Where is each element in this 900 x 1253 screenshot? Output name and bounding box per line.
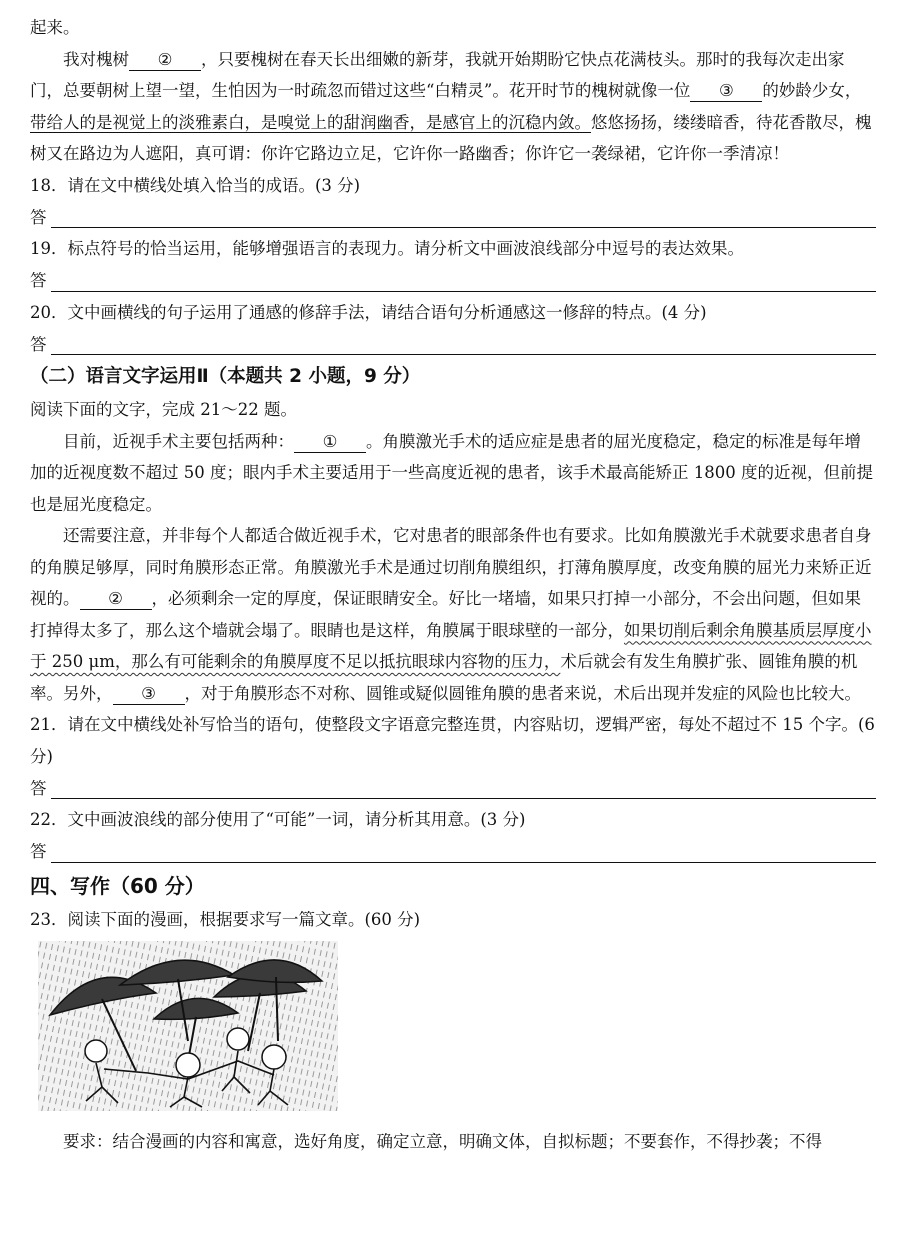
underlined-sentence: 带给人的是视觉上的淡雅素白，是嗅觉上的甜润幽香，是感官上的沉稳内敛。 (30, 112, 591, 132)
section-heading-2: （二）语言文字运用Ⅱ（本题共 2 小题，9 分） (30, 366, 421, 387)
blank-2b[interactable]: ② (80, 589, 152, 610)
passage-paragraph-surgery-2: 还需要注意，并非每个人都适合做近视手术，它对患者的眼部条件也有要求。比如角膜激光手术就要求患者自身的角膜足够厚，同时角膜形态正常。角膜激光手术是通过切削角膜组织，打薄角膜厚度，改变角膜的屈光力来矫正近视的。 ② ，必须剩余一定的厚度，保证眼睛安全。好比一堵墙，如果只打掉一小部分，不会出问题，但如果打掉得太多了，那么这个墙就会塌了。眼睛也是这样，角膜属于眼球壁的一部分，如果切削后剩余角膜基质层厚度小于 250 μm，那么有可能剩余的角膜厚度不足以抵抗眼球内容物的压力，术后就会有发生角膜扩张、圆锥角膜的机率。另外， ③ ，对于角膜形态不对称、圆锥或疑似圆锥角膜的患者来说，术后出现并发症的风险也比较大。 (30, 526, 872, 703)
question-21: 21．请在文中横线处补写恰当的语句，使整段文字语意完整连贯，内容贴切，逻辑严密，每处不超过不 15 个字。(6 分) (30, 715, 875, 766)
blank-2[interactable]: ② (129, 50, 201, 71)
reading-instruction: 阅读下面的文字，完成 21～22 题。 (30, 400, 297, 419)
blank-3b[interactable]: ③ (113, 684, 185, 705)
passage-paragraph-surgery-1: 目前，近视手术主要包括两种： ① 。角膜激光手术的适应症是患者的屈光度稳定，稳定的标准是每年增加的近视度数不超过 50 度；眼内手术主要适用于一些高度近视的患者，该手术最高能矫正 1800 度的近视，但前提也是屈光度稳定。 (30, 431, 873, 514)
question-22: 22．文中画波浪线的部分使用了“可能”一词，请分析其用意。(3 分) (30, 810, 526, 829)
answer-line-21[interactable]: 答 (30, 772, 876, 804)
answer-line-19[interactable]: 答 (30, 265, 876, 297)
answer-line-22[interactable]: 答 (30, 836, 876, 868)
question-18: 18．请在文中横线处填入恰当的成语。(3 分) (30, 175, 361, 195)
question-20: 20．文中画横线的句子运用了通感的修辞手法，请结合语句分析通感这一修辞的特点。(4 分) (30, 302, 707, 322)
section-heading-4: 四、写作（60 分） (30, 873, 205, 898)
question-23: 23．阅读下面的漫画，根据要求写一篇文章。(60 分) (30, 909, 421, 929)
question-19: 19．标点符号的恰当运用，能够增强语言的表现力。请分析文中画波浪线部分中逗号的表达效果。 (30, 239, 744, 258)
blank-1[interactable]: ① (294, 432, 366, 453)
answer-line-18[interactable]: 答 (30, 201, 876, 233)
answer-line-20[interactable]: 答 (30, 328, 876, 360)
blank-3[interactable]: ③ (690, 81, 762, 102)
writing-requirement: 要求：结合漫画的内容和寓意，选好角度，确定立意，明确文体，自拟标题；不要套作，不得抄袭；不得 (63, 1131, 822, 1151)
passage-paragraph-locust: 我对槐树 ② ，只要槐树在春天长出细嫩的新芽，我就开始期盼它快点花满枝头。那时的我每次走出家门，总要朝树上望一望，生怕因为一时疏忽而错过这些“白精灵”。花开时节的槐树就像一位 ③ 的妙龄少女，带给人的是视觉上的淡雅素白，是嗅觉上的甜润幽香，是感官上的沉稳内敛。悠悠扬扬，缕缕暗香，待花香散尽，槐树又在路边为人遮阳，真可谓：你许它路边立足，它许你一路幽香；你许它一袭绿裙，它许你一季清凉！ (30, 49, 872, 163)
wavy-underlined-text: 如果切削后剩余角膜基质层厚度小于 250 μm，那么有可能剩余的角膜厚度不足以抵抗眼球内容物的压力， (30, 620, 872, 671)
passage-tail: 起来。 (30, 18, 80, 37)
cartoon-umbrellas-in-rain-icon (38, 941, 338, 1111)
